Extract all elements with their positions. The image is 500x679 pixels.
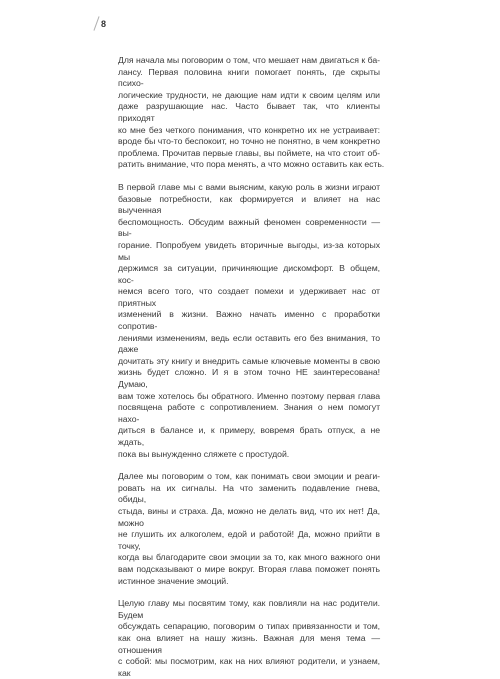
- paragraph: [118, 55, 385, 171]
- paragraph: [118, 182, 380, 460]
- text-line: ко мне без четкого понимания, что конкретно их не устраивает:: [118, 124, 380, 135]
- text-line: Целую главу мы посвятим тому, как повлияли на нас родители. Будем: [118, 598, 380, 620]
- text-line: Для начала мы поговорим о том, что мешает нам двигаться к ба-: [118, 55, 380, 65]
- text-line: с собой: мы посмотрим, как на них влияют родители, и узнаем, как: [118, 656, 380, 678]
- text-line: В первой главе мы с вами выясним, какую роль в жизни играют: [118, 181, 380, 192]
- paragraph: [118, 598, 380, 679]
- header-slash-divider: [93, 16, 99, 30]
- text-line: немся всего того, что создает помехи и удерживает нас от приятных: [118, 286, 380, 308]
- text-line: стыда, вины и страха. Да, можно не делать вид, что их нет! Да, можно: [118, 505, 380, 528]
- text-line: как она влияет на нашу жизнь. Важная для меня тема — отношения: [118, 632, 380, 655]
- text-line: вам подсказывают о мире вокруг. Вторая глава поможет понять: [118, 563, 380, 574]
- text-line: изменений в жизни. Важно начать именно с проработки сопротив-: [118, 309, 380, 332]
- text-line: обсуждать сепарацию, поговорим о типах привязанности и том,: [118, 621, 380, 632]
- page-number: 8: [101, 18, 107, 29]
- text-line: проблема. Прочитав первые главы, вы поймете, на что стоит об-: [118, 147, 380, 158]
- text-line: дочитать эту книгу и внедрить самые ключевые моменты в свою: [118, 355, 380, 366]
- text-line: посвящена работе с сопротивлением. Знания о нем помогут нахо-: [118, 402, 380, 424]
- text-line: не глушить их алкоголем, едой и работой! Да, можно прийти в точку,: [118, 529, 380, 551]
- text-line: даже разрушающие нас. Часто бывает так, что клиенты приходят: [118, 101, 380, 123]
- text-line: держимся за ситуации, причиняющие дискомфорт. В общем, кос-: [118, 263, 380, 285]
- text-line: беспомощность. Обсудим важный феномен современности — вы-: [118, 216, 380, 239]
- text-line: вам тоже хотелось бы обратного. Именно поэтому первая глава: [118, 390, 380, 401]
- text-line: ровать на их сигналы. На что заменить подавление гнева, обиды,: [118, 482, 380, 505]
- text-line: логические трудности, не дающие нам идти к своим целям или: [118, 89, 380, 100]
- paragraph: [118, 471, 380, 587]
- text-line: пока вы вынужденно сляжете с простудой.: [118, 448, 290, 459]
- text-line: базовые потребности, как формируется и влияет на нас выученная: [118, 193, 380, 216]
- text-line: когда вы благодарите свои эмоции за то, как много важного они: [118, 552, 380, 563]
- text-line: Далее мы поговорим о том, как понимать свои эмоции и реаги-: [118, 471, 380, 482]
- text-line: горание. Попробуем увидеть вторичные выгоды, из-за которых мы: [118, 239, 380, 262]
- text-line: лениями изменениям, ведь если оставить его без внимания, то даже: [118, 332, 380, 355]
- page-header: [96, 16, 106, 31]
- text-line: жизнь будет сложно. И я в этом точно НЕ заинтересована! Думаю,: [118, 367, 380, 390]
- text-line: лансу. Первая половина книги помогает понять, где скрыты психо-: [118, 66, 380, 89]
- body-text: [118, 55, 385, 679]
- text-line: ратить внимание, что пора менять, а что можно оставить как есть.: [118, 159, 385, 170]
- text-line: истинное значение эмоций.: [118, 575, 229, 586]
- text-line: вроде бы что-то беспокоит, но точно не понятно, в чем конкретно: [118, 136, 380, 147]
- text-line: диться в балансе и, к примеру, вовремя брать отпуск, а не ждать,: [118, 425, 380, 447]
